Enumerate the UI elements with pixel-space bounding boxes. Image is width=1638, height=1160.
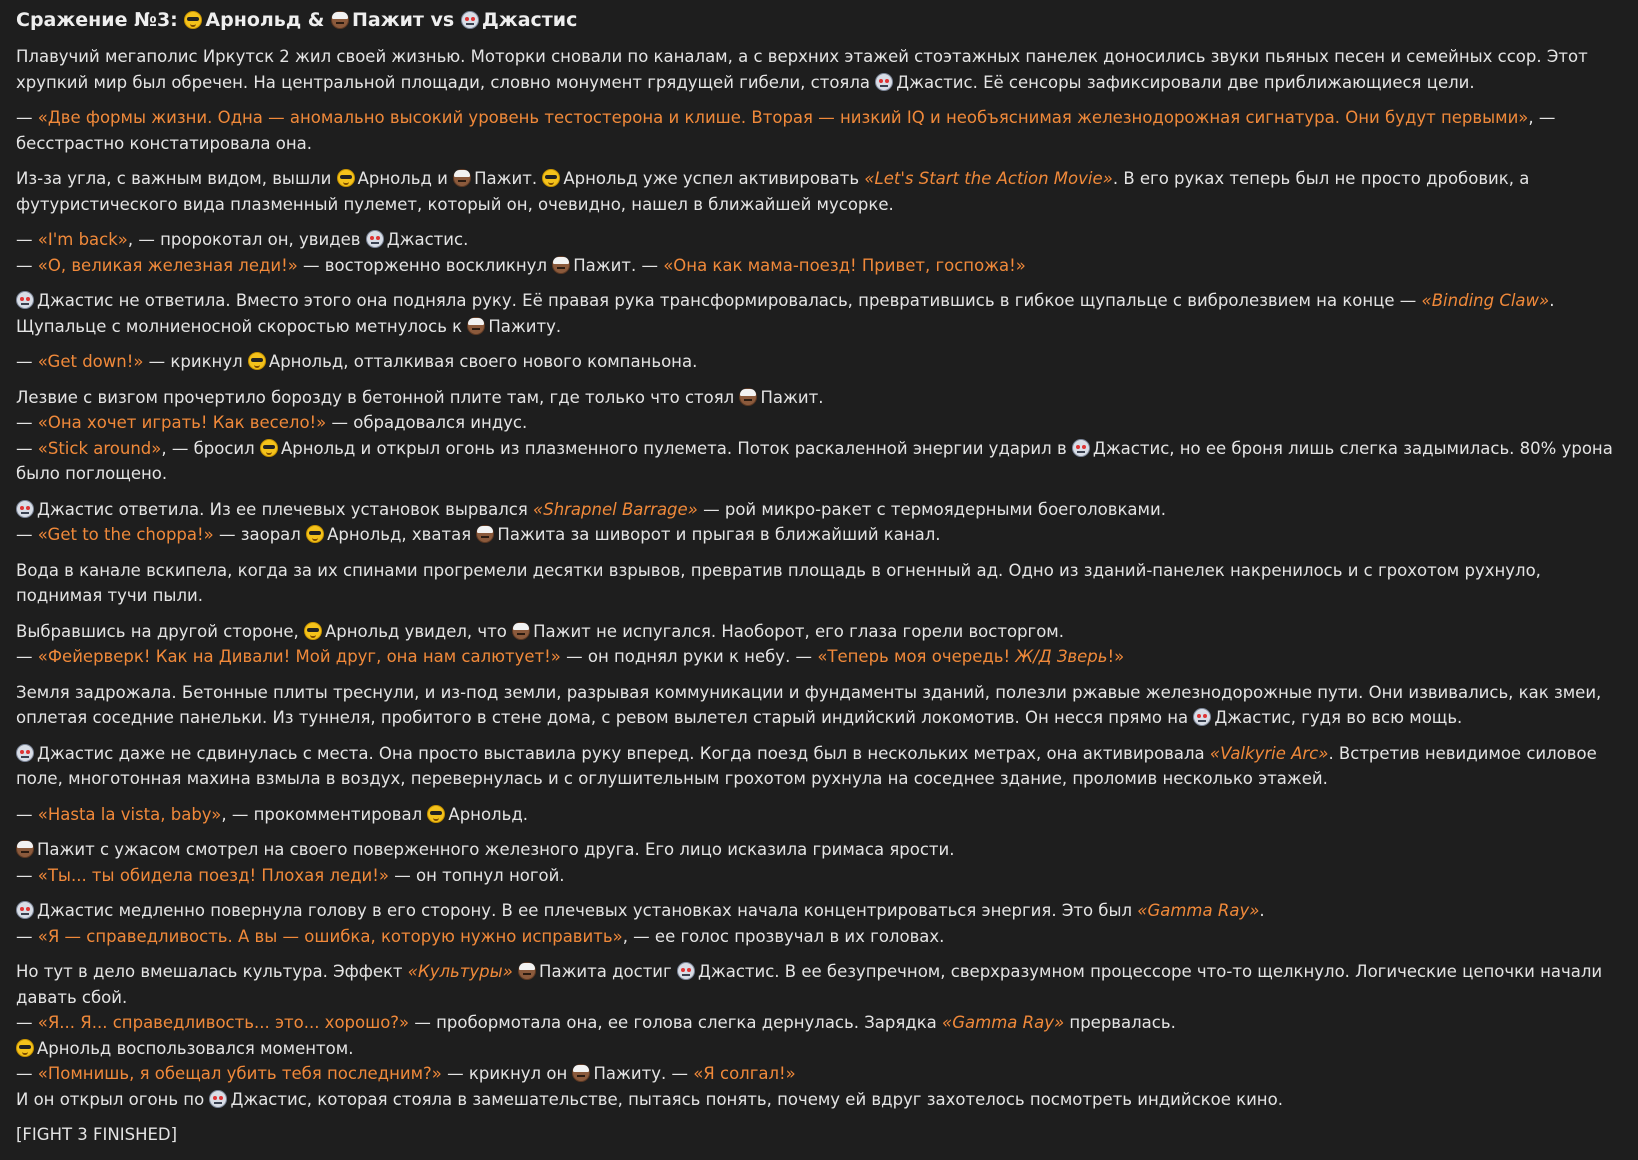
story-paragraph: [16, 558, 1622, 609]
story-line: [16, 1087, 1622, 1113]
ability-name: «Valkyrie Arc»: [1209, 743, 1329, 763]
narration-text: —: [16, 525, 38, 544]
narration-text: —: [16, 865, 38, 885]
narration-text: [FIGHT 3 FINISHED]: [16, 1125, 178, 1144]
story-paragraph: [16, 44, 1622, 95]
narration-text: —: [16, 108, 38, 127]
narration-text: — крикнул он: [441, 1064, 573, 1083]
story-line: [16, 1036, 1622, 1062]
narration-text: , — ее голос прозвучал в их головах.: [622, 926, 945, 946]
narration-text: —: [16, 352, 38, 371]
narration-text: — он топнул ногой.: [388, 865, 565, 885]
quote-text: «О, великая железная леди!»: [37, 255, 298, 275]
quote-text: «Фейерверк! Как на Дивали! Мой друг, она нам салютует!»: [37, 647, 561, 666]
story-line: [16, 497, 1622, 523]
man-wearing-turban-icon: [518, 962, 536, 980]
narration-text: И он открыл огонь по: [16, 1089, 210, 1109]
smiling-face-with-sunglasses-icon: [337, 169, 355, 187]
story-paragraph: [16, 959, 1622, 1112]
story-paragraph: [16, 166, 1622, 217]
narration-text: Джастис медленно повернула голову в его сторону. В ее плечевых установках начала концентрироваться энергия. Это был: [37, 901, 1138, 920]
narration-text: Джастис.: [386, 230, 469, 249]
story-paragraph: [16, 1122, 1622, 1148]
smiling-face-with-sunglasses-icon: [542, 169, 560, 187]
man-wearing-turban-icon: [16, 840, 34, 858]
narration-text: Арнольд.: [448, 804, 528, 824]
quote-text: «Я солгал!»: [693, 1064, 796, 1083]
narration-text: — заорал: [213, 525, 307, 544]
robot-face-icon: [16, 744, 34, 762]
story-line: [16, 680, 1622, 731]
narration-text: — пробормотала она, ее голова слегка дернулась. Зарядка: [409, 1013, 943, 1032]
quote-text: !»: [1107, 647, 1125, 666]
robot-face-icon: [1193, 708, 1211, 726]
robot-face-icon: [366, 230, 384, 248]
story-line: [16, 227, 1622, 253]
robot-face-icon: [16, 901, 34, 919]
narration-text: Арнольд и: [357, 169, 454, 188]
story-line: [16, 410, 1622, 436]
robot-face-icon: [16, 291, 34, 309]
story-line: [16, 959, 1622, 1010]
story-paragraph: [16, 349, 1622, 375]
narration-text: Но тут в дело вмешалась культура. Эффект: [16, 962, 408, 981]
man-wearing-turban-icon: [552, 256, 570, 274]
story-line: [16, 288, 1622, 339]
narration-text: —: [16, 1064, 38, 1083]
man-wearing-turban-icon: [739, 388, 757, 406]
story-line: [16, 166, 1622, 217]
story-line: [16, 1122, 1622, 1148]
narration-text: — крикнул: [143, 352, 248, 371]
robot-face-icon: [209, 1090, 227, 1108]
narration-text: Пажиту.: [488, 316, 562, 336]
story-paragraph: [16, 837, 1622, 888]
narration-text: Джастис: [481, 9, 578, 31]
quote-text: «Get down!»: [37, 352, 144, 371]
quote-text: «I'm back»: [37, 230, 128, 249]
robot-face-icon: [461, 11, 479, 29]
narration-text: —: [16, 804, 38, 824]
narration-text: Джастис, но ее броня лишь слегка задымилась. 80% урона было поглощено.: [16, 438, 1613, 483]
ability-name: «Gamma Ray»: [1137, 901, 1260, 920]
narration-text: Плавучий мегаполис Иркутск 2 жил своей жизнью. Моторки сновали по каналам, а с верхних этажей стоэтажных панелек доносились звуки пьяных песен и семейных ссор. Этот хрупкий мир был обречен. На центральной площади, словно монумент грядущей гибели, стояла: [16, 47, 1588, 92]
narration-text: . Щупальце с молниеносной скоростью метнулось к: [16, 291, 1555, 336]
ability-name: «Gamma Ray»: [942, 1013, 1065, 1032]
narration-text: Сражение №3:: [16, 9, 185, 31]
ability-name: «Shrapnel Barrage»: [533, 499, 698, 519]
narration-text: Пажит. —: [573, 255, 664, 275]
story-line: [16, 802, 1622, 828]
ability-name: «Let's Start the Action Movie»: [864, 169, 1113, 188]
ability-name: «Культуры»: [407, 962, 513, 981]
narration-text: Пажит vs: [351, 9, 461, 31]
narration-text: Арнольд, хватая: [327, 525, 477, 544]
narration-text: Арнольд, отталкивая своего нового компаньона.: [268, 352, 698, 371]
story-paragraph: [16, 497, 1622, 548]
narration-text: —: [16, 438, 38, 458]
story-line: [16, 863, 1622, 889]
narration-text: Пажита за шиворот и прыгая в ближайший канал.: [497, 525, 941, 544]
quote-text: «Две формы жизни. Одна — аномально высокий уровень тестостерона и клише. Вторая — низкий IQ и необъяснимая железнодорожная сигнатура. Они будут первыми»: [37, 108, 1529, 127]
man-wearing-turban-icon: [572, 1064, 590, 1082]
quote-text: «Я... Я... справедливость... это... хорошо?»: [37, 1013, 410, 1032]
narration-text: Джастис не ответила. Вместо этого она подняла руку. Её правая рука трансформировалась, превратившись в гибкое щупальце с вибролезвием на конце —: [37, 291, 1422, 310]
narration-text: , — пророкотал он, увидев: [127, 230, 366, 249]
narration-text: Арнольд и открыл огонь из плазменного пулемета. Поток раскаленной энергии ударил в: [280, 438, 1072, 458]
quote-text: «Ты... ты обидела поезд! Плохая леди!»: [37, 865, 389, 885]
narration-text: —: [16, 647, 38, 666]
narration-text: Пажита достиг: [539, 962, 677, 981]
quote-text: «Get to the choppa!»: [37, 525, 214, 544]
narration-text: Джастис, гудя во всю мощь.: [1214, 708, 1463, 727]
story-line: [16, 558, 1622, 609]
story-paragraph: [16, 105, 1622, 156]
story-paragraph: [16, 227, 1622, 278]
narration-text: Джастис, которая стояла в замешательстве, пытаясь понять, почему ей вдруг захотелось посмотреть индийское кино.: [230, 1089, 1283, 1109]
narration-text: —: [16, 926, 38, 946]
narration-text: , — прокомментировал: [221, 804, 428, 824]
narration-text: —: [16, 230, 38, 249]
narration-text: Арнольд воспользовался моментом.: [37, 1038, 354, 1058]
narration-text: Пажиту. —: [593, 1064, 694, 1083]
story-line: [16, 924, 1622, 950]
narration-text: Пажит с ужасом смотрел на своего поверженного железного друга. Его лицо исказила гримаса ярости.: [37, 840, 955, 859]
narration-text: Пажит.: [474, 169, 543, 188]
story-line: [16, 1010, 1622, 1036]
story-line: [16, 619, 1622, 645]
story-line: [16, 898, 1622, 924]
story-line: [16, 436, 1622, 487]
quote-text: «Теперь моя очередь!: [817, 647, 1016, 666]
ability-name: Ж/Д Зверь: [1015, 647, 1108, 666]
smiling-face-with-sunglasses-icon: [260, 439, 278, 457]
narration-text: Вода в канале вскипела, когда за их спинами прогремели десятки взрывов, превратив площадь в огненный ад. Одно из зданий-панелек накренилось и с грохотом рухнуло, поднимая тучи пыли.: [16, 560, 1541, 605]
smiling-face-with-sunglasses-icon: [16, 1039, 34, 1057]
narration-text: Джастис. В ее безупречном, сверхразумном процессоре что-то щелкнуло. Логические цепочки начали давать сбой.: [16, 962, 1603, 1007]
narration-text: — восторженно воскликнул: [297, 255, 553, 275]
quote-text: «Она как мама-поезд! Привет, госпожа!»: [663, 255, 1026, 275]
story-line: [16, 385, 1622, 411]
man-wearing-turban-icon: [453, 169, 471, 187]
narration-text: Земля задрожала. Бетонные плиты треснули, и из-под земли, разрывая коммуникации и фундаменты зданий, полезли ржавые железнодорожные пути. Они извивались, как змеи, оплетая соседние панельки. Из туннеля, пробитого в стене дома, с ревом вылетел старый индийский локомотив. Он несся прямо на: [16, 682, 1602, 727]
smiling-face-with-sunglasses-icon: [184, 11, 202, 29]
narration-text: Джастис ответила. Из ее плечевых установок вырвался: [37, 499, 534, 519]
quote-text: «Помнишь, я обещал убить тебя последним?»: [37, 1064, 442, 1083]
narration-text: Выбравшись на другой стороне,: [16, 621, 304, 641]
narration-text: .: [1259, 901, 1265, 920]
narration-text: Арнольд увидел, что: [325, 621, 513, 641]
smiling-face-with-sunglasses-icon: [427, 805, 445, 823]
narration-text: Из-за угла, с важным видом, вышли: [16, 169, 337, 188]
story-paragraph: [16, 898, 1622, 949]
narration-text: , — бросил: [161, 438, 260, 458]
smiling-face-with-sunglasses-icon: [304, 622, 322, 640]
story-line: [16, 349, 1622, 375]
narration-text: Арнольд &: [205, 9, 331, 31]
story-paragraph: [16, 680, 1622, 731]
narration-text: , — бесстрастно констатировала она.: [16, 108, 1556, 153]
narration-text: Лезвие с визгом прочертило борозду в бетонной плите там, где только что стоял: [16, 387, 740, 407]
story-line: [16, 1061, 1622, 1087]
story-line: [16, 253, 1622, 279]
story-line: [16, 522, 1622, 548]
fight-title: [16, 6, 1622, 34]
narration-text: Пажит не испугался. Наоборот, его глаза горели восторгом.: [533, 621, 1064, 641]
story-body: [16, 44, 1622, 1148]
narration-text: Джастис. Её сенсоры зафиксировали две приближающиеся цели.: [896, 72, 1475, 92]
man-wearing-turban-icon: [476, 525, 494, 543]
story-line: [16, 837, 1622, 863]
narration-text: —: [16, 255, 38, 275]
man-wearing-turban-icon: [512, 622, 530, 640]
story-paragraph: [16, 619, 1622, 670]
narration-text: — он поднял руки к небу. —: [560, 647, 818, 666]
narration-text: —: [16, 413, 38, 432]
smiling-face-with-sunglasses-icon: [306, 525, 324, 543]
narration-text: прервалась.: [1064, 1013, 1176, 1032]
robot-face-icon: [875, 73, 893, 91]
story-line: [16, 44, 1622, 95]
ability-name: «Binding Claw»: [1421, 291, 1550, 310]
story-line: [16, 644, 1622, 670]
quote-text: «Stick around»: [37, 438, 162, 458]
narration-text: . В его руках теперь был не просто дробовик, а футуристического вида плазменный пулемет, который он, очевидно, нашел в ближайшей мусорке.: [16, 169, 1530, 214]
story-paragraph: [16, 385, 1622, 487]
quote-text: «Hasta la vista, baby»: [37, 804, 222, 824]
narration-text: Пажит.: [760, 387, 824, 407]
robot-face-icon: [16, 500, 34, 518]
narration-text: — обрадовался индус.: [326, 413, 528, 432]
man-wearing-turban-icon: [467, 317, 485, 335]
narration-text: —: [16, 1013, 38, 1032]
narration-text: Арнольд уже успел активировать: [563, 169, 865, 188]
narration-text: — рой микро-ракет с термоядерными боеголовками.: [697, 499, 1166, 519]
smiling-face-with-sunglasses-icon: [248, 352, 266, 370]
quote-text: «Я — справедливость. А вы — ошибка, которую нужно исправить»: [37, 926, 623, 946]
robot-face-icon: [677, 962, 695, 980]
story-paragraph: [16, 802, 1622, 828]
story-paragraph: [16, 741, 1622, 792]
narration-text: . Встретив невидимое силовое поле, многотонная махина взмыла в воздух, перевернулась и с оглушительным грохотом рухнула на соседнее здание, проломив несколько этажей.: [16, 743, 1597, 788]
story-line: [16, 105, 1622, 156]
story-paragraph: [16, 288, 1622, 339]
man-wearing-turban-icon: [331, 11, 349, 29]
robot-face-icon: [1072, 439, 1090, 457]
story-line: [16, 741, 1622, 792]
quote-text: «Она хочет играть! Как весело!»: [37, 413, 327, 432]
narration-text: Джастис даже не сдвинулась с места. Она просто выставила руку вперед. Когда поезд был в нескольких метрах, она активировала: [37, 743, 1210, 763]
